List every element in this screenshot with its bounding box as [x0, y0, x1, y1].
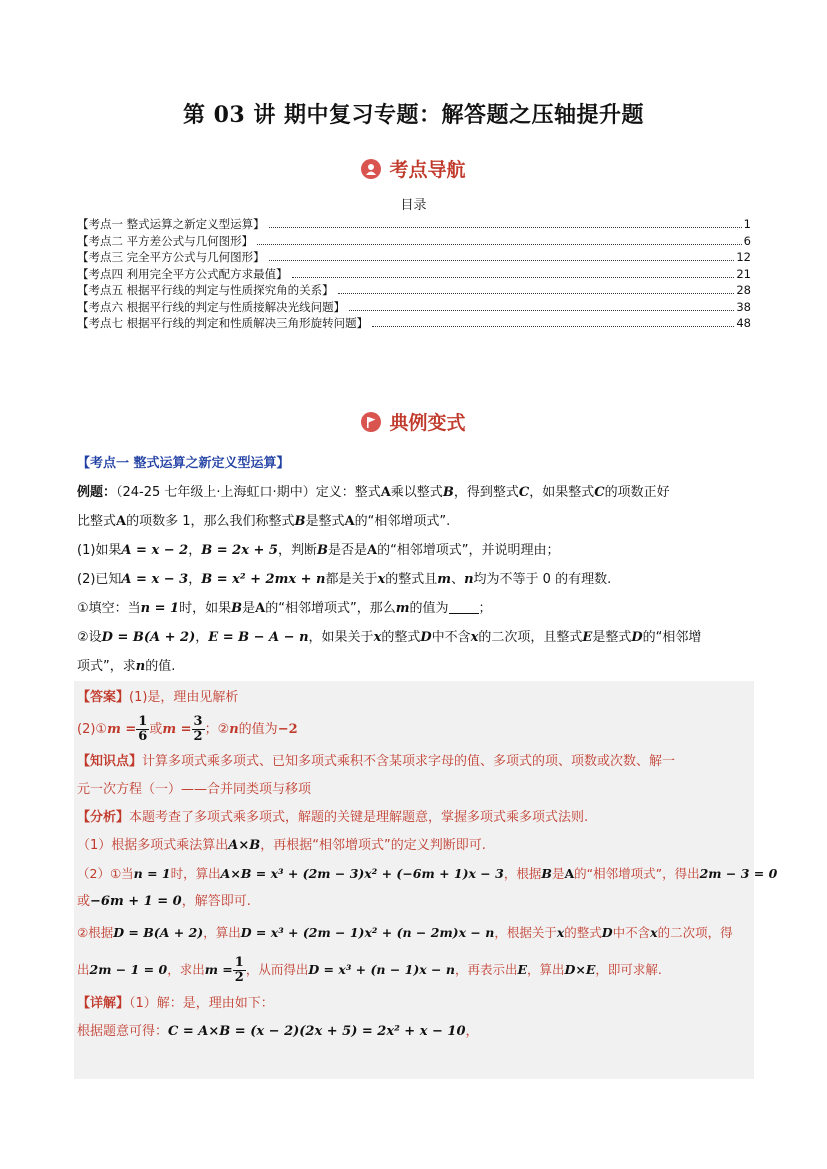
question-text: 的“相邻增 — [642, 630, 702, 645]
question-text: 都是关于 — [325, 572, 378, 587]
analysis-text: 的二次项，得 — [657, 925, 733, 940]
question-text: 的整式 — [381, 630, 421, 645]
analysis-text: 的整式 — [564, 925, 602, 940]
analysis-text: ，即可求解. — [595, 962, 662, 977]
math-var: B — [316, 543, 328, 558]
toc-entry[interactable] — [77, 299, 751, 316]
analysis-text: ，算出 — [527, 962, 565, 977]
analysis-text: 的“相邻增项式”，得出 — [574, 866, 700, 881]
toc-entry-page: 1 — [743, 217, 751, 231]
question-text: ，判断 — [277, 543, 317, 558]
math-expr: D = B(A + 2) — [113, 925, 204, 940]
question-text: 时，如果 — [179, 601, 232, 616]
toc-entry-label: 【考点二 平方差公式与几何图形】 — [77, 233, 254, 248]
fraction-numerator: 1 — [234, 955, 244, 970]
toc-entry-page: 6 — [743, 233, 751, 248]
example-question — [77, 478, 757, 681]
toc-entry-label: 【考点一 整式运算之新定义型运算】 — [77, 217, 265, 231]
example-lead: 例题： — [77, 485, 117, 500]
question-text: 的项数正好 — [604, 485, 670, 500]
math-expr: −6m + 1 = 0 — [90, 894, 182, 909]
question-text: 的项数多 1，那么我们称整式 — [126, 514, 295, 529]
math-var: m — [437, 572, 452, 587]
answer-text: ；② — [204, 722, 230, 737]
analysis-line — [77, 832, 757, 860]
example-heading — [0, 408, 827, 435]
analysis-text: 中不含 — [612, 925, 651, 940]
math-var: n — [135, 659, 146, 674]
question-text: ，如果关于 — [308, 630, 374, 645]
nav-heading-text: 考点导航 — [389, 159, 466, 181]
knowledge-text: 计算多项式乘多项式、已知多项式乘积不含某项求字母的值、多项式的项、项数或次数、解一 — [142, 754, 676, 769]
analysis-line — [77, 916, 757, 950]
toc-entry-label: 【考点七 根据平行线的判定和性质解决三角形旋转问题】 — [77, 316, 369, 330]
math-var: B — [294, 514, 306, 529]
question-part-2: (2)已知A = x − 3，B = x² + 2mx + n都是关于x的整式且m、n均为不等于 0 的有理数. — [77, 572, 612, 587]
kaodian-label: 【考点一 整式运算之新定义型运算】 — [77, 456, 290, 471]
math-expr: B = 2x + 5 — [201, 543, 278, 558]
toc-leader — [338, 293, 735, 294]
question-line — [77, 507, 757, 536]
toc-entry-label: 【考点六 根据平行线的判定与性质接解决光线问题】 — [77, 299, 346, 314]
knowledge-text: 元一次方程（一）——合并同类项与移项 — [77, 782, 312, 797]
analysis-text: ②根据 — [77, 925, 114, 940]
math-var: A — [366, 543, 378, 558]
detail-text: （1）解：是，理由如下： — [129, 996, 274, 1011]
math-var: E — [582, 630, 593, 645]
answer-line — [77, 712, 757, 748]
math-var: C — [594, 485, 605, 500]
toc-entry-label: 【考点四 利用完全平方公式配方求最值】 — [77, 266, 288, 281]
answer-line — [77, 684, 757, 712]
math-var: x — [470, 630, 479, 645]
toc-entry[interactable] — [77, 233, 751, 250]
detail-label: 【详解】 — [77, 996, 130, 1011]
question-text: 是否是 — [327, 543, 367, 558]
toc-leader — [349, 310, 734, 311]
answer-text: (1)是，理由见解析 — [129, 690, 239, 705]
math-expr: n = 1 — [133, 866, 171, 881]
math-var: A — [564, 866, 575, 881]
math-expr: D = B(A + 2) — [101, 630, 196, 645]
analysis-text: （2）①当 — [77, 866, 134, 881]
toc-entry-label: 【考点五 根据平行线的判定与性质探究角的关系】 — [77, 283, 334, 297]
toc-leader — [372, 326, 734, 327]
toc-entry-page: 48 — [736, 316, 751, 330]
math-var: B — [541, 866, 552, 881]
math-expr: A×B — [228, 838, 261, 853]
fraction — [192, 715, 205, 744]
toc-leader — [269, 227, 742, 228]
question-text: 乘以整式 — [390, 485, 443, 500]
analysis-text: ，再表示出 — [454, 962, 518, 977]
question-text: 是 — [242, 601, 256, 616]
math-var: D — [631, 630, 643, 645]
fraction — [233, 956, 246, 985]
question-text: (1)如果 — [77, 543, 122, 558]
flag-icon — [361, 412, 381, 432]
math-expr: m = — [204, 962, 233, 977]
answer-text: 或 — [149, 722, 163, 737]
math-var: A — [255, 601, 266, 616]
math-expr: A×B = x³ + (2m − 3)x² + (−6m + 1)x − 3 — [220, 866, 504, 881]
analysis-text: 出 — [77, 962, 90, 977]
question-text: 是整式 — [305, 514, 345, 529]
fraction — [136, 715, 149, 744]
answer-content — [77, 684, 778, 1046]
math-var: D — [420, 630, 432, 645]
toc-entry[interactable] — [77, 216, 751, 233]
math-expr: m = — [162, 722, 192, 737]
question-text: ； — [478, 601, 492, 616]
person-icon — [361, 159, 381, 179]
toc-entry-page: 38 — [736, 299, 751, 314]
fraction-numerator: 3 — [193, 714, 203, 729]
detail-line — [77, 990, 757, 1018]
question-part-1: (1)如果A = x − 2，B = 2x + 5，判断B是否是A的“相邻增项式”，并说明理由； — [77, 543, 560, 558]
nav-heading — [0, 155, 827, 182]
analysis-text: ，从而得出 — [245, 962, 309, 977]
toc-entry[interactable] — [77, 266, 751, 283]
question-text: 比整式 — [77, 514, 117, 529]
fraction-denominator: 6 — [138, 729, 148, 744]
fraction-numerator: 1 — [138, 714, 148, 729]
math-var: x — [377, 572, 386, 587]
question-text: 的整式且 — [385, 572, 438, 587]
analysis-text: ，根据 — [503, 866, 542, 881]
math-var: n — [464, 572, 474, 587]
question-text: 项式”，求 — [77, 659, 136, 674]
analysis-text: 是 — [551, 866, 565, 881]
fraction-denominator: 2 — [193, 729, 203, 744]
analysis-text: ，解答即可. — [181, 894, 251, 909]
math-expr: 2m − 3 = 0 — [699, 866, 778, 881]
question-line — [77, 478, 757, 507]
table-of-contents — [77, 216, 751, 332]
toc-entry[interactable] — [77, 282, 751, 299]
question-text: 、 — [451, 572, 465, 587]
knowledge-label: 【知识点】 — [77, 754, 143, 769]
toc-title: 目录 — [400, 198, 427, 213]
answer-blank[interactable] — [449, 601, 479, 614]
analysis-text: ，再根据“相邻增项式”的定义判断即可. — [260, 838, 486, 853]
question-text: ①填空：当 — [77, 601, 141, 616]
question-text: ，得到整式 — [453, 485, 519, 500]
math-var: A — [116, 514, 127, 529]
analysis-text: ，求出 — [167, 962, 205, 977]
math-var: B — [442, 485, 454, 500]
math-var: A — [344, 514, 355, 529]
question-text: 是整式 — [592, 630, 632, 645]
math-expr: D×E — [564, 962, 596, 977]
toc-leader — [269, 260, 735, 261]
toc-entry-page: 12 — [736, 250, 751, 264]
knowledge-line — [77, 776, 757, 804]
question-sub-1 — [77, 594, 757, 623]
example-heading-text: 典例变式 — [389, 412, 466, 434]
math-expr: A = x − 2 — [121, 543, 189, 558]
math-expr: D = x³ + (2m − 1)x² + (n − 2m)x − n — [240, 925, 495, 940]
detail-line — [77, 1018, 757, 1046]
analysis-line — [77, 804, 757, 832]
math-var: x — [373, 630, 382, 645]
math-var: x — [556, 925, 565, 940]
math-var: x — [650, 925, 658, 940]
toc-leader — [292, 277, 735, 278]
math-expr: −2 — [277, 722, 298, 737]
toc-entry-page: 28 — [736, 283, 751, 297]
math-expr: A = x − 3 — [121, 572, 189, 587]
question-text: 的值为 — [409, 601, 449, 616]
math-expr: C = A×B = (x − 2)(2x + 5) = 2x² + x − 10 — [168, 1024, 466, 1039]
question-line — [77, 652, 757, 681]
math-expr: E = B − A − n — [208, 630, 309, 645]
math-expr: n = 1 — [140, 601, 180, 616]
math-var: m — [395, 601, 410, 616]
question-text: ②设 — [77, 630, 102, 645]
question-sub-2: ②设D = B(A + 2)，E = B − A − n，如果关于x的整式D中不含x的二次项，且整式E是整式D的“相邻增 — [77, 630, 702, 645]
toc-entry[interactable] — [77, 249, 751, 266]
analysis-label: 【分析】 — [77, 810, 130, 825]
analysis-text: 时，算出 — [170, 866, 221, 881]
math-expr: m = — [107, 722, 137, 737]
answer-text: 的值为 — [238, 722, 278, 737]
answer-label: 【答案】 — [77, 690, 130, 705]
question-text: 中不含 — [431, 630, 471, 645]
question-text: （24-25 七年级上·上海虹口·期中）定义：整式 — [116, 485, 381, 500]
question-text: 均为不等于 0 的有理数. — [473, 572, 612, 587]
question-text: 的值. — [145, 659, 176, 674]
math-expr: B = x² + 2mx + n — [201, 572, 326, 587]
analysis-line — [77, 950, 757, 990]
analysis-line — [77, 888, 757, 916]
toc-leader — [257, 244, 742, 245]
question-text: 的“相邻增项式”，那么 — [265, 601, 396, 616]
analysis-text: ，根据关于 — [494, 925, 557, 940]
math-expr: D = x³ + (n − 1)x − n — [308, 962, 455, 977]
analysis-text: （1）根据多项式乘法算出 — [77, 838, 229, 853]
knowledge-line — [77, 748, 757, 776]
fraction-denominator: 2 — [234, 970, 244, 985]
analysis-text: 本题考查了多项式乘多项式，解题的关键是理解题意，掌握多项式乘多项式法则. — [129, 810, 589, 825]
question-text: 的“相邻增项式”，并说明理由； — [377, 543, 560, 558]
question-text: 的二次项，且整式 — [478, 630, 583, 645]
math-var: B — [231, 601, 243, 616]
question-text: 的“相邻增项式”. — [354, 514, 451, 529]
detail-text: ， — [465, 1024, 479, 1039]
page-title: 第 03 讲 期中复习专题：解答题之压轴提升题 — [182, 102, 645, 128]
math-var: C — [518, 485, 530, 500]
toc-entry-page: 21 — [736, 266, 751, 281]
analysis-line — [77, 860, 778, 888]
math-var: D — [601, 925, 613, 940]
question-text: (2)已知 — [77, 572, 122, 587]
analysis-text: ，算出 — [203, 925, 241, 940]
math-var: E — [517, 962, 528, 977]
analysis-text: 或 — [77, 894, 91, 909]
toc-entry[interactable] — [77, 315, 751, 332]
detail-text: 根据题意可得： — [77, 1024, 169, 1039]
question-text: ，如果整式 — [529, 485, 595, 500]
math-var: A — [380, 485, 391, 500]
math-var: n — [229, 722, 239, 737]
toc-entry-label: 【考点三 完全平方公式与几何图形】 — [77, 250, 265, 264]
answer-text: (2)① — [77, 722, 108, 737]
math-expr: 2m − 1 = 0 — [89, 962, 168, 977]
